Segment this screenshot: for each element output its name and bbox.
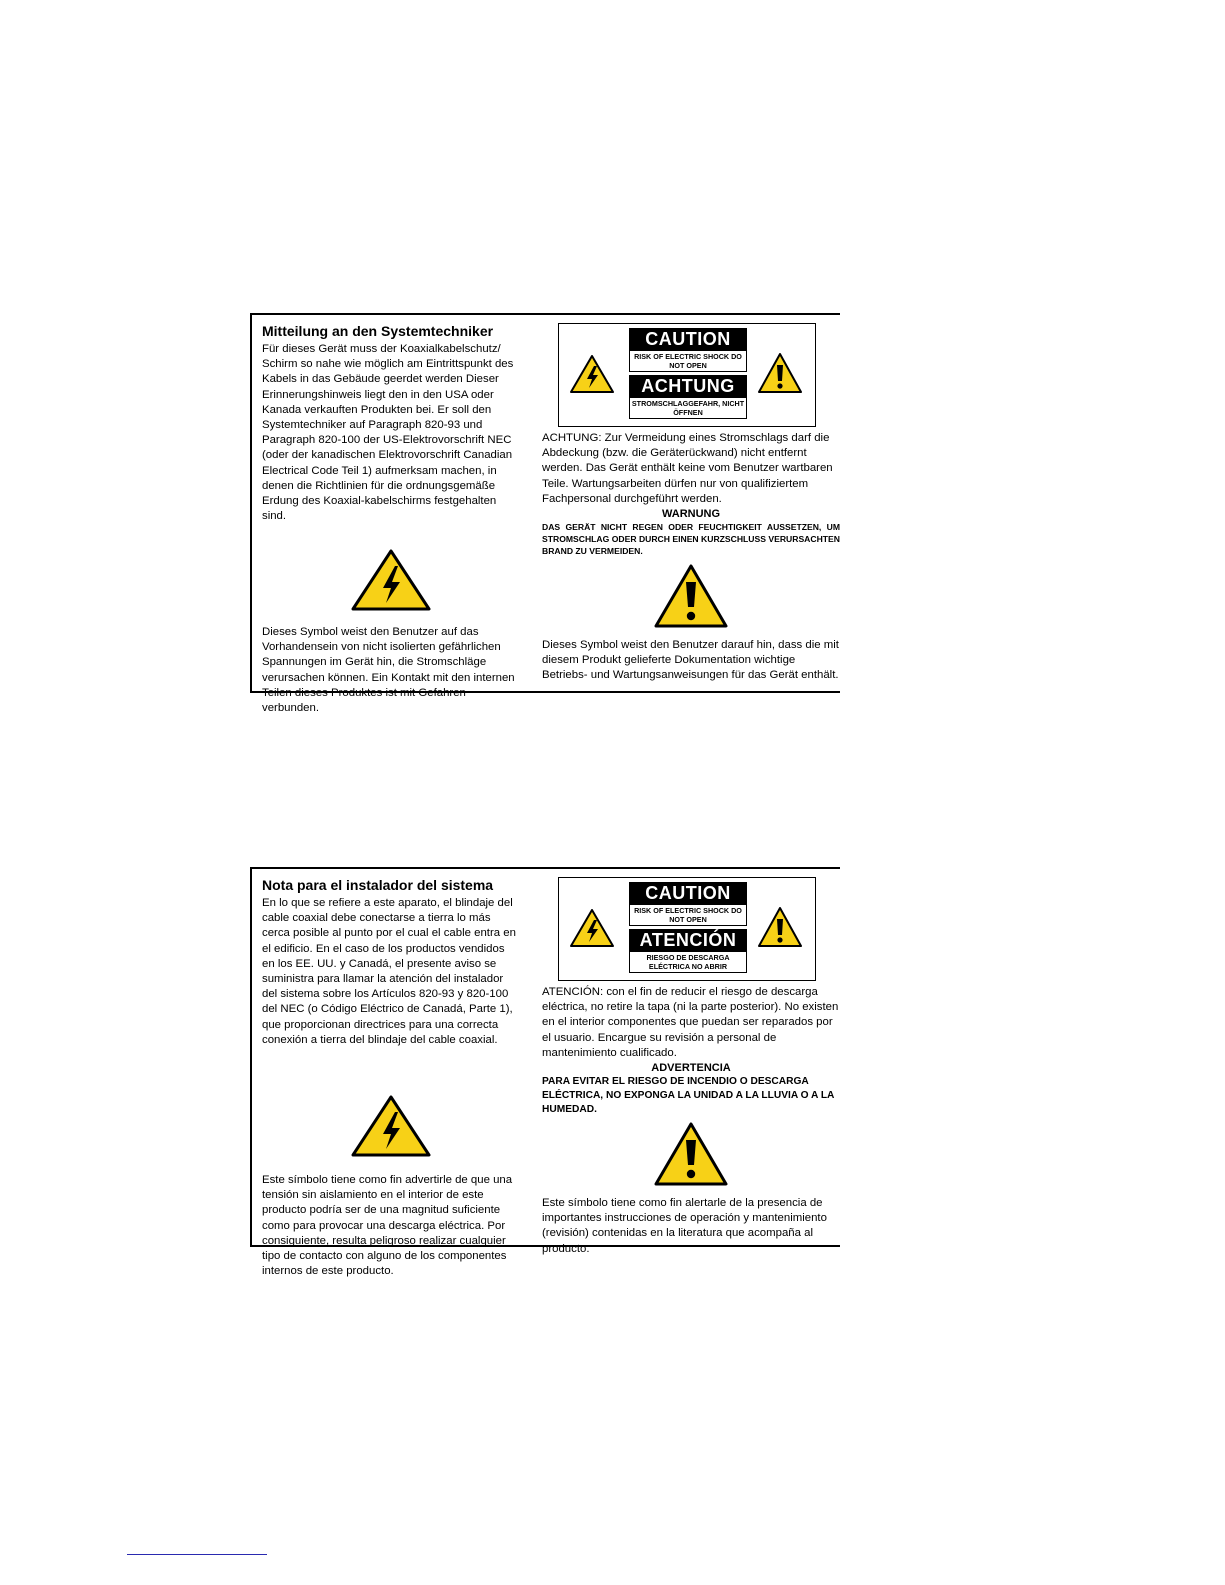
exclamation-symbol-text: Este símbolo tiene como fin alertarle de la presencia de importantes instrucciones de operación y mantenimiento (revisión) contenidas en la literatura que acompaña al producto. (542, 1197, 827, 1255)
caution-heading: CAUTION (629, 882, 747, 904)
lightning-warning-icon (569, 354, 615, 399)
lightning-symbol-text: Dieses Symbol weist den Benutzer auf das Vorhandensein von nicht isolierten gefährlichen Spannungen im Gerät hin, die Stromschläge verursachen können. Ein Kontakt mit den internen Teilen dieses Produktes ist mit Gefahren verbunden. (262, 626, 515, 715)
exclamation-warning-icon (757, 906, 803, 953)
lightning-symbol-text: Este símbolo tiene como fin advertirle de que una tensión sin aislamiento en el interior de este producto podría ser de una magnitud suficiente como para provocar una descarga eléctrica. Por consiguiente, resulta peligroso realizar cualquier tipo de contacto con alguno de los componentes internos de este producto. (262, 1174, 513, 1278)
installer-note-title: Nota para el instalador del sistema (262, 877, 494, 893)
caution-label (558, 323, 816, 427)
exclamation-warning-icon (757, 352, 803, 399)
caution-subtext: RISK OF ELECTRIC SHOCK DO NOT OPEN (629, 904, 747, 926)
caution-column (542, 877, 840, 1257)
installer-note-column (262, 323, 520, 716)
installer-note-title: Mitteilung an den Systemtechniker (262, 323, 494, 339)
caution-label-text (629, 882, 747, 976)
local-caution-subtext: STROMSCHLAGGEFAHR, NICHT ÖFFNEN (629, 397, 747, 419)
installer-note-body: Für dieses Gerät muss der Koaxialkabelschutz/ Schirm so nahe wie möglich am Eintrittspunkt des Kabels in das Gebäude geerdet werden Dieser Erinnerungshinweis liegt den in den USA oder Kanada verkauften Produkten bei. Er soll den Systemtechniker auf Paragraph 820-93 und Paragraph 820-100 der US-Elektrovorschrift NEC (oder der kanadischen Elektrovorschrift Canadian Electrical Code Teil 1) aufmerksam machen, in denen die Richtlinien für die ordnungsgemäße Erdung des Koaxial-kabelschirms festgehalten sind. (262, 343, 514, 523)
exclamation-symbol-text: Dieses Symbol weist den Benutzer darauf hin, dass die mit diesem Produkt gelieferte Dokumentation wichtige Betriebs- und Wartungsanweisungen für das Gerät enthält. (542, 639, 839, 682)
caution-column (542, 323, 840, 684)
exclamation-warning-icon (542, 563, 840, 634)
caution-text: ATENCIÓN: con el fin de reducir el riesgo de descarga eléctrica, no retire la tapa (ni la parte posterior). No existen en el interior componentes que puedan ser reparados por el usuario. Encargue su revisión a personal de mantenimiento cualificado. (542, 986, 839, 1059)
notice-panel-spanish (250, 867, 840, 1278)
warning-title: ADVERTENCIA (651, 1062, 731, 1075)
caution-text: ACHTUNG: Zur Vermeidung eines Stromschlags darf die Abdeckung (bzw. die Geräterückwand) nicht entfernt werden. Das Gerät enthält keine vom Benutzer wartbaren Teile. Wartungsarbeiten dürfen nur von qualifiziertem Fachpersonal durchgeführt werden. (542, 432, 833, 505)
footnote-separator (127, 1554, 267, 1555)
lightning-warning-icon (569, 908, 615, 953)
caution-heading: CAUTION (629, 328, 747, 350)
installer-note-body: En lo que se refiere a este aparato, el blindaje del cable coaxial debe conectarse a tierra lo más cerca posible al punto por el cual el cable entra en el edificio. En el caso de los productos vendidos en los EE. UU. y Canadá, el presente aviso se suministra para llamar la atención del instalador del sistema sobre los Artículos 820-93 y 820-100 del NEC (o Código Eléctrico de Canadá, Parte 1), que proporcionan directrices para una correcta conexión a tierra del blindaje del cable coaxial. (262, 897, 516, 1046)
warning-title: WARNUNG (661, 508, 721, 521)
warning-text: PARA EVITAR EL RIESGO DE INCENDIO O DESCARGA ELÉCTRICA, NO EXPONGA LA UNIDAD A LA LLUVIA O A LA HUMEDAD. (542, 1076, 835, 1116)
caution-label-text (629, 328, 747, 422)
local-caution-heading: ATENCIÓN (629, 929, 747, 951)
lightning-warning-icon (262, 1094, 520, 1163)
local-caution-subtext: RIESGO DE DESCARGA ELÉCTRICA NO ABRIR (629, 951, 747, 973)
caution-label (558, 877, 816, 981)
local-caution-heading: ACHTUNG (629, 375, 747, 397)
exclamation-warning-icon (542, 1121, 840, 1192)
notice-panel-german (250, 313, 840, 715)
warning-text: DAS GERÄT NICHT REGEN ODER FEUCHTIGKEIT AUSSETZEN, UM STROMSCHLAG ODER DURCH EINEN KURZSCHLUSS VERURSACHTEN BRAND ZU VERMEIDEN. (542, 522, 840, 557)
lightning-warning-icon (262, 548, 520, 617)
installer-note-column (262, 877, 520, 1279)
caution-subtext: RISK OF ELECTRIC SHOCK DO NOT OPEN (629, 350, 747, 372)
